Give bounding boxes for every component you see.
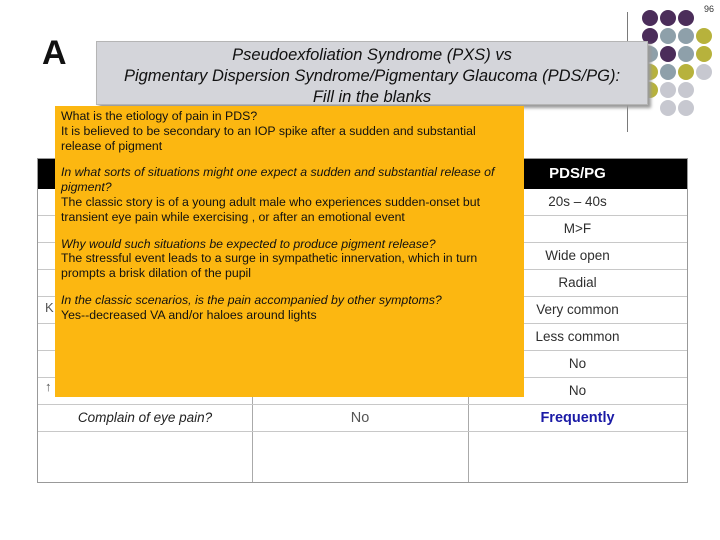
dot — [660, 100, 676, 116]
dot — [660, 82, 676, 98]
title-line-1: Pseudoexfoliation Syndrome (PXS) vs — [232, 46, 512, 64]
dot — [696, 28, 712, 44]
pds-cell: Wide open — [545, 248, 610, 263]
answer-1: It is believed to be secondary to an IOP spike after a sudden and substantial release of pigment — [61, 123, 476, 153]
question-2: In what sorts of situations might one expect a sudden and substantial release of pigment? — [61, 165, 495, 195]
pds-cell: Frequently — [540, 410, 615, 426]
dot — [660, 10, 676, 26]
pxs-cell: No — [350, 410, 370, 426]
dot — [660, 46, 676, 62]
dot — [660, 64, 676, 80]
pds-cell: 20s – 40s — [548, 194, 607, 209]
dot — [678, 100, 694, 116]
page-number: 96 — [703, 4, 714, 14]
table-row — [38, 405, 687, 431]
title-line-2: Pigmentary Dispersion Syndrome/Pigmentary Glaucoma (PDS/PG): — [123, 67, 621, 85]
row-divider — [38, 431, 687, 432]
dot — [678, 64, 694, 80]
answer-2: The classic story is of a young adult male who experiences sudden-onset but transient eye pain while exercising , or after an emotional event — [61, 194, 481, 224]
pds-cell: No — [568, 383, 587, 398]
slide-title — [96, 41, 648, 105]
column-header-pds-pg: PDS/PG — [549, 165, 606, 182]
slide-letter: A — [42, 34, 67, 72]
row-label-fragment: ↑ — [45, 379, 52, 394]
pds-cell: No — [568, 356, 587, 371]
answer-4: Yes--decreased VA and/or haloes around lights — [61, 307, 317, 322]
dot — [678, 10, 694, 26]
decorative-dot-grid — [638, 8, 720, 118]
question-1: What is the etiology of pain in PDS? — [61, 109, 258, 123]
dot — [678, 82, 694, 98]
pds-cell: Very common — [536, 302, 619, 317]
dot — [678, 28, 694, 44]
dot — [642, 10, 658, 26]
question-3: Why would such situations be expected to produce pigment release? — [61, 236, 436, 251]
dot — [678, 46, 694, 62]
pds-cell: Radial — [558, 275, 597, 290]
row-label-fragment: K — [45, 300, 54, 315]
dot — [660, 28, 676, 44]
dot — [696, 46, 712, 62]
question-4: In the classic scenarios, is the pain accompanied by other symptoms? — [61, 292, 442, 307]
dot — [696, 64, 712, 80]
row-label: Complain of eye pain? — [77, 410, 213, 425]
title-line-3: Fill in the blanks — [312, 88, 432, 106]
answer-3: The stressful event leads to a surge in sympathetic innervation, which in turn prompts a brisk dilation of the pupil — [61, 251, 478, 281]
pds-cell: M>F — [563, 221, 592, 236]
pds-cell: Less common — [535, 329, 620, 344]
answer-overlay — [55, 106, 524, 397]
